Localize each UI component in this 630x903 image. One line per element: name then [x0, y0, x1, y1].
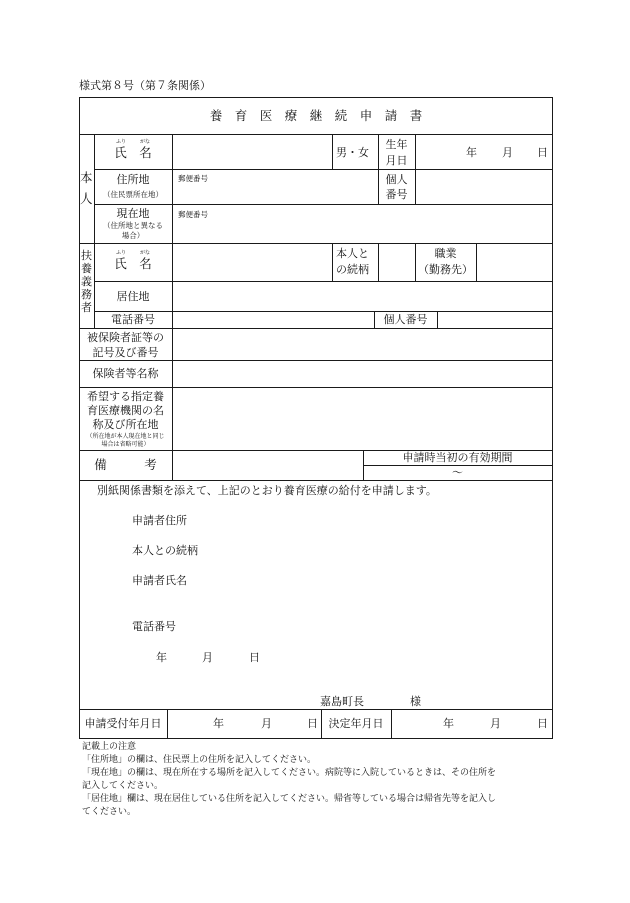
name-ruby-gana: がな	[140, 139, 151, 145]
birth-day-label: 日	[537, 146, 548, 159]
address-label: 住所地	[116, 173, 150, 186]
declaration-text: 別紙関係書類を添えて、上記のとおり養育医療の給付を申請します。	[97, 484, 437, 497]
applicant-name-label: 申請者氏名	[132, 574, 187, 587]
applicant-address-label: 申請者住所	[132, 514, 187, 527]
remarks-label: 備 考	[94, 457, 157, 472]
person-group-label-2: 人	[80, 191, 93, 206]
received-date-field[interactable]	[168, 710, 321, 738]
job-label-2: （勤務先）	[418, 263, 473, 276]
received-date-label: 申請受付年月日	[84, 717, 162, 730]
current-location-note-2: 場合）	[121, 231, 145, 240]
guardian-label-char-4: 務	[81, 288, 92, 301]
guardian-ruby-gana: がな	[140, 250, 151, 256]
notes-line-1: 「住所地」の欄は、住民票上の住所を記入してください。	[82, 755, 317, 765]
validity-label: 申請時当初の有効期間	[402, 451, 513, 464]
decision-month-label: 月	[490, 717, 501, 730]
hospital-label-2: 育医療機関の名	[87, 404, 164, 417]
notes-line-3: 記入してください。	[82, 781, 164, 791]
hospital-field[interactable]	[173, 388, 552, 450]
notes-line-5: てください。	[82, 807, 137, 817]
guardian-phone-label: 電話番号	[111, 313, 155, 326]
relation-label-2: の続柄	[336, 263, 369, 276]
current-location-field[interactable]	[173, 205, 552, 243]
decision-date-label: 決定年月日	[328, 717, 384, 730]
current-postal-label: 郵便番号	[178, 210, 208, 219]
name-ruby-furi: ふり	[116, 139, 127, 145]
insurer-label: 保険者等名称	[92, 367, 159, 380]
birth-date-field[interactable]	[416, 135, 552, 169]
validity-tilde: ～	[452, 466, 463, 479]
remarks-field[interactable]	[173, 451, 363, 480]
guardian-name-label: 氏 名	[114, 256, 152, 271]
received-month-label: 月	[261, 717, 272, 730]
guardian-label-char-5: 者	[81, 301, 92, 314]
relation-field[interactable]	[379, 244, 415, 281]
birth-year-label: 年	[466, 146, 477, 159]
person-name-field[interactable]	[173, 135, 332, 169]
received-day-label: 日	[307, 717, 318, 730]
notes-heading: 記載上の注意	[82, 742, 137, 752]
applicant-relation-label: 本人との続柄	[132, 544, 198, 557]
guardian-ruby-furi: ふり	[116, 250, 127, 256]
residence-label: 居住地	[116, 290, 150, 303]
address-field[interactable]	[173, 170, 378, 204]
decision-date-field[interactable]	[392, 710, 552, 738]
guardian-label-char-2: 養	[81, 262, 92, 275]
address-postal-label: 郵便番号	[178, 174, 208, 183]
person-name-label: 氏 名	[114, 145, 152, 160]
guardian-individual-no-field[interactable]	[438, 312, 552, 328]
address-note: （住民票所在地）	[103, 190, 163, 199]
guardian-label-char-1: 扶	[81, 249, 92, 262]
addressee-label: 嘉島町長	[320, 695, 364, 708]
hospital-note-1: （所在地が本人現在地と同じ	[86, 433, 165, 440]
guardian-phone-field[interactable]	[173, 312, 374, 328]
gender-selector[interactable]: 男・女	[336, 146, 369, 159]
birth-label-1: 生年	[385, 138, 408, 151]
job-label-1: 職業	[434, 247, 457, 260]
current-location-note-1: （住所地と異なる	[103, 221, 163, 230]
decision-day-label: 日	[537, 717, 548, 730]
birth-month-label: 月	[502, 146, 513, 159]
decision-year-label: 年	[443, 717, 454, 730]
relation-label-1: 本人と	[336, 247, 369, 260]
individual-number-field[interactable]	[416, 170, 552, 204]
individual-no-label-1: 個人	[385, 173, 408, 186]
application-year-label: 年	[156, 651, 167, 664]
birth-label-2: 月日	[385, 154, 408, 167]
notes-line-4: 「居住地」欄は、現在居住している住所を記入してください。帰省等している場合は帰省先等を記入し	[82, 794, 497, 804]
hospital-label-1: 希望する指定養	[87, 390, 164, 403]
person-group-label-1: 本	[80, 170, 93, 185]
insured-number-field[interactable]	[173, 329, 552, 360]
hospital-note-2: 場合は省略可能）	[101, 441, 150, 448]
guardian-name-field[interactable]	[173, 244, 332, 281]
addressee-honorific: 様	[410, 695, 421, 708]
job-field[interactable]	[477, 244, 552, 281]
individual-no-label-2: 番号	[385, 188, 408, 201]
insured-label-2: 記号及び番号	[92, 346, 159, 359]
residence-field[interactable]	[173, 282, 552, 311]
guardian-individual-no-label: 個人番号	[383, 313, 428, 326]
guardian-label-char-3: 義	[81, 275, 92, 288]
form-number: 様式第８号（第７条関係）	[79, 79, 211, 92]
applicant-phone-label: 電話番号	[132, 620, 176, 633]
hospital-label-3: 称及び所在地	[92, 418, 159, 431]
received-year-label: 年	[213, 717, 224, 730]
application-day-label: 日	[249, 651, 260, 664]
notes-line-2: 「現在地」の欄は、現在所在する場所を記入してください。病院等に入院しているときは、その住所を	[82, 768, 497, 778]
form-title: 養 育 医 療 継 続 申 請 書	[209, 108, 423, 123]
insurer-name-field[interactable]	[173, 361, 552, 387]
current-location-label: 現在地	[116, 207, 150, 220]
insured-label-1: 被保険者証等の	[87, 331, 164, 344]
application-month-label: 月	[202, 651, 213, 664]
